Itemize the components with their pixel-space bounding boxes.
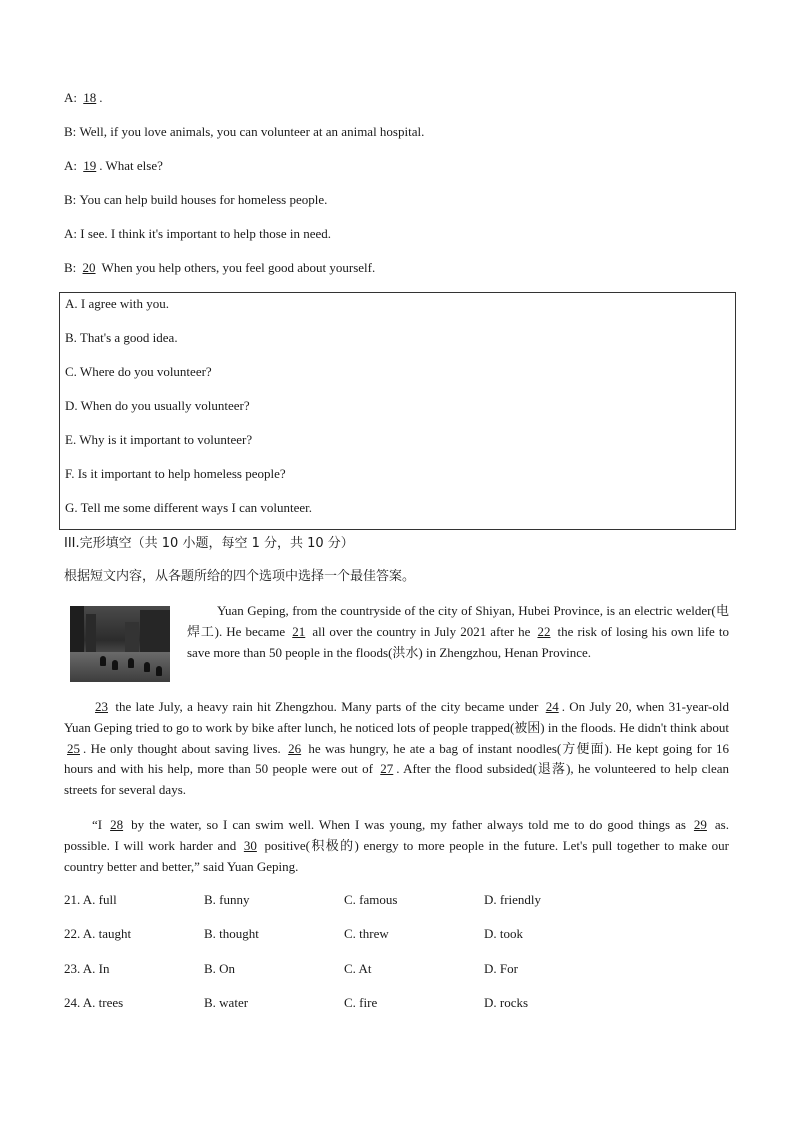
blank-24: 24 <box>545 699 559 714</box>
blank-28: 28 <box>110 817 124 832</box>
blank-19: 19 <box>83 158 97 173</box>
blank-18: 18 <box>83 90 97 105</box>
passage-paragraph-1: Yuan Geping, from the countryside of the city of Shiyan, Hubei Province, is an electric welder(电焊工). He became 21 all over the country in July 2021 after he 22 the risk of losing his own life to save more than 50 people in the floods(洪水) in Zhengzhou, Henan Province. <box>187 603 729 660</box>
section-instruction: 根据短文内容，从各题所给的四个选项中选择一个最佳答案。 <box>64 569 416 584</box>
blank-23: 23 <box>95 699 108 714</box>
option-d: D. When do you usually volunteer? <box>65 398 250 413</box>
blank-27: 27 <box>380 761 394 777</box>
option-b: B. That's a good idea. <box>65 330 178 345</box>
option-e: E. Why is it important to volunteer? <box>65 432 253 447</box>
option-g: G. Tell me some different ways I can volunteer. <box>65 500 312 515</box>
section-heading: III.完形填空（共 10 小题，每空 1 分，共 10 分） <box>64 536 354 551</box>
dialogue-line-18: A: 18 . <box>64 90 103 105</box>
dialogue-line-20: B: 20 When you help others, you feel good about yourself. <box>64 260 376 275</box>
passage-paragraph-3: “I 28 by the water, so I can swim well. When I was young, my father always told me to do good things as 29 as. possible. I will work harder and 30 positive(积极的) energy to more people in the future. Let's pull together to make our country better and better,” said Yuan Geping. <box>64 817 729 874</box>
flood-photo <box>70 606 170 682</box>
question-21: 21. A. full B. funny C. famous D. friendly <box>64 892 542 907</box>
blank-21: 21 <box>292 623 306 639</box>
blank-22: 22 <box>537 623 551 639</box>
blank-20: 20 <box>82 260 96 275</box>
question-24: 24. A. trees B. water C. fire D. rocks <box>64 995 529 1010</box>
blank-29: 29 <box>693 817 707 832</box>
passage-paragraph-2: 23 the late July, a heavy rain hit Zhengzhou. Many parts of the city became under 24 . On July 20, when 31-year-old Yuan Geping tried to go to work by bike after lunch, he noticed lots of people trapped(被困) in the floods. He didn't think about 25 . He only thought about saving lives. 26 he was hungry, he ate a bag of instant noodles(方便面). He kept going for 16 hours and with his help, more than 50 people were out of 27 . After the flood subsided(退落), he volunteered to help clean streets for several days. <box>64 699 729 798</box>
dialogue-line-19: A: 19 . What else? <box>64 158 163 173</box>
question-23: 23. A. In B. On C. At D. For <box>64 961 518 976</box>
dialogue-line-b1: B: Well, if you love animals, you can volunteer at an animal hospital. <box>64 124 425 139</box>
option-a: A. I agree with you. <box>65 296 169 311</box>
option-f: F. Is it important to help homeless people? <box>65 466 286 481</box>
dialogue-line-b2: B: You can help build houses for homeless people. <box>64 192 328 207</box>
blank-30: 30 <box>243 837 257 853</box>
option-c: C. Where do you volunteer? <box>65 364 212 379</box>
blank-26: 26 <box>288 740 302 756</box>
options-box <box>59 292 736 530</box>
dialogue-line-a3: A: I see. I think it's important to help those in need. <box>64 226 331 241</box>
blank-25: 25 <box>67 740 80 756</box>
question-22: 22. A. taught B. thought C. threw D. took <box>64 926 523 941</box>
